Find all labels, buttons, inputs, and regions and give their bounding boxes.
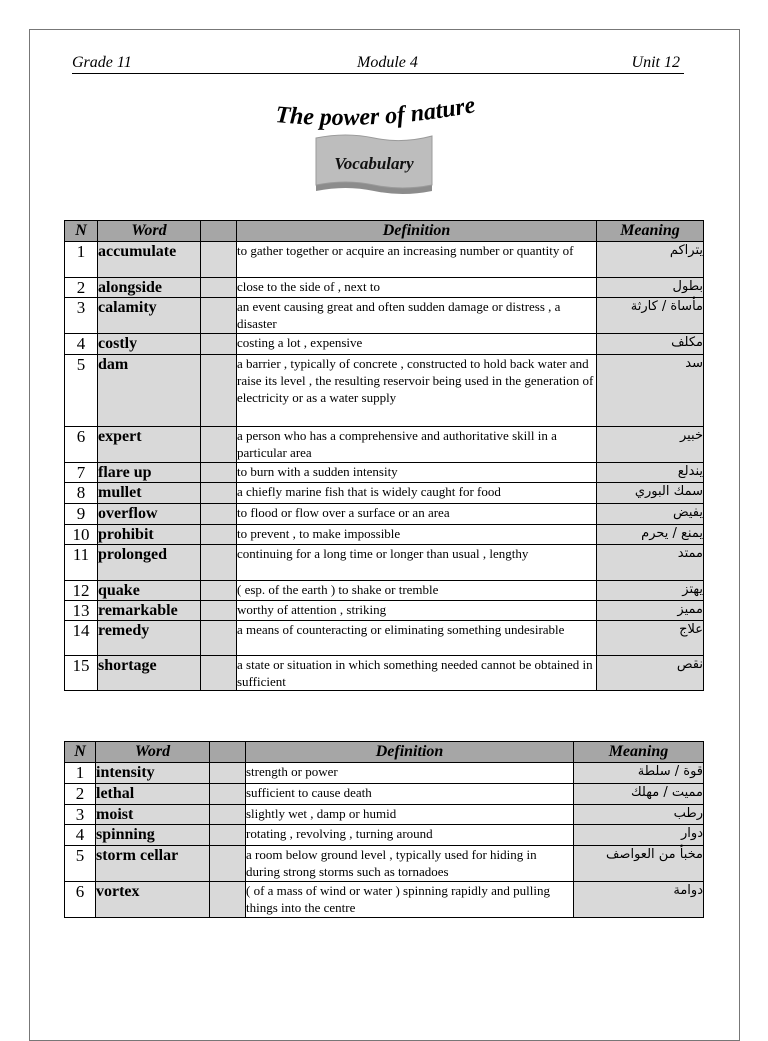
col-header-word: Word: [96, 742, 210, 763]
blank-cell: [201, 298, 237, 334]
vocab-word: prolonged: [98, 545, 201, 581]
table-row: [65, 242, 704, 278]
definition-text: to gather together or acquire an increasing number or quantity of: [237, 242, 597, 278]
blank-cell: [201, 621, 237, 656]
col-header-meaning: Meaning: [574, 742, 704, 763]
definition-text: to burn with a sudden intensity: [237, 463, 597, 483]
table-header-row: [65, 221, 704, 242]
arabic-meaning: مأساة / كارثة: [597, 298, 704, 334]
blank-cell: [201, 525, 237, 545]
vocab-word: moist: [96, 805, 210, 825]
table-row: [65, 805, 704, 825]
arabic-meaning: مكلف: [597, 334, 704, 355]
banner-label: Vocabulary: [334, 154, 414, 173]
table-header-row: [65, 742, 704, 763]
arabic-meaning: مخبأ من العواصف: [574, 846, 704, 882]
row-number: 13: [65, 601, 98, 621]
row-number: 1: [65, 763, 96, 784]
vocab-word: lethal: [96, 784, 210, 805]
vocab-word: expert: [98, 427, 201, 463]
row-number: 10: [65, 525, 98, 545]
arabic-meaning: سمك البوري: [597, 483, 704, 504]
definition-text: worthy of attention , striking: [237, 601, 597, 621]
col-header-blank: [201, 221, 237, 242]
col-header-meaning: Meaning: [597, 221, 704, 242]
definition-text: costing a lot , expensive: [237, 334, 597, 355]
table-row: [65, 463, 704, 483]
vocab-word: storm cellar: [96, 846, 210, 882]
row-number: 9: [65, 504, 98, 525]
blank-cell: [201, 334, 237, 355]
arabic-meaning: ممتد: [597, 545, 704, 581]
arabic-meaning: خبير: [597, 427, 704, 463]
table-row: [65, 355, 704, 427]
table-row: [65, 882, 704, 918]
definition-text: continuing for a long time or longer than usual , lengthy: [237, 545, 597, 581]
vocab-word: accumulate: [98, 242, 201, 278]
arabic-meaning: يفيض: [597, 504, 704, 525]
table-row: [65, 525, 704, 545]
arabic-meaning: بطول: [597, 278, 704, 298]
arabic-meaning: دوامة: [574, 882, 704, 918]
row-number: 11: [65, 545, 98, 581]
definition-text: close to the side of , next to: [237, 278, 597, 298]
row-number: 8: [65, 483, 98, 504]
blank-cell: [201, 278, 237, 298]
table-row: [65, 846, 704, 882]
table-row: [65, 483, 704, 504]
row-number: 14: [65, 621, 98, 656]
table-row: [65, 784, 704, 805]
blank-cell: [201, 504, 237, 525]
arabic-meaning: علاج: [597, 621, 704, 656]
row-number: 12: [65, 581, 98, 601]
arabic-meaning: قوة / سلطة: [574, 763, 704, 784]
arabic-meaning: يهتز: [597, 581, 704, 601]
table-row: [65, 298, 704, 334]
vocab-word: vortex: [96, 882, 210, 918]
row-number: 6: [65, 882, 96, 918]
row-number: 2: [65, 278, 98, 298]
row-number: 6: [65, 427, 98, 463]
table-row: [65, 278, 704, 298]
arabic-meaning: يندلع: [597, 463, 704, 483]
vocabulary-table-1: [64, 220, 704, 691]
definition-text: strength or power: [246, 763, 574, 784]
row-number: 7: [65, 463, 98, 483]
vocab-word: remedy: [98, 621, 201, 656]
definition-text: a means of counteracting or eliminating something undesirable: [237, 621, 597, 656]
row-number: 4: [65, 825, 96, 846]
table-row: [65, 601, 704, 621]
blank-cell: [201, 355, 237, 427]
vocab-word: mullet: [98, 483, 201, 504]
col-header-n: N: [65, 221, 98, 242]
definition-text: a room below ground level , typically used for hiding in during strong storms such as tornadoes: [246, 846, 574, 882]
blank-cell: [201, 545, 237, 581]
vocab-word: prohibit: [98, 525, 201, 545]
blank-cell: [201, 656, 237, 691]
arabic-meaning: يمنع / يحرم: [597, 525, 704, 545]
row-number: 15: [65, 656, 98, 691]
vocab-word: overflow: [98, 504, 201, 525]
vocab-word: spinning: [96, 825, 210, 846]
vocab-word: quake: [98, 581, 201, 601]
table-row: [65, 621, 704, 656]
blank-cell: [210, 763, 246, 784]
table-row: [65, 504, 704, 525]
col-header-definition: Definition: [237, 221, 597, 242]
col-header-blank: [210, 742, 246, 763]
blank-cell: [210, 882, 246, 918]
page-title-wordart: [255, 90, 515, 136]
row-number: 5: [65, 355, 98, 427]
definition-text: rotating , revolving , turning around: [246, 825, 574, 846]
vocab-word: calamity: [98, 298, 201, 334]
blank-cell: [210, 825, 246, 846]
page-header: [72, 53, 684, 74]
arabic-meaning: يتراكم: [597, 242, 704, 278]
definition-text: an event causing great and often sudden damage or distress , a disaster: [237, 298, 597, 334]
blank-cell: [201, 601, 237, 621]
blank-cell: [210, 784, 246, 805]
grade-label: Grade 11: [72, 54, 132, 71]
definition-text: to flood or flow over a surface or an area: [237, 504, 597, 525]
table-row: [65, 825, 704, 846]
row-number: 4: [65, 334, 98, 355]
blank-cell: [201, 483, 237, 504]
definition-text: a chiefly marine fish that is widely caught for food: [237, 483, 597, 504]
definition-text: a person who has a comprehensive and authoritative skill in a particular area: [237, 427, 597, 463]
page-title: The power of nature: [274, 92, 478, 131]
vocab-word: shortage: [98, 656, 201, 691]
arabic-meaning: رطب: [574, 805, 704, 825]
arabic-meaning: مميت / مهلك: [574, 784, 704, 805]
row-number: 5: [65, 846, 96, 882]
svg-text:The power of nature: [275, 92, 478, 131]
col-header-definition: Definition: [246, 742, 574, 763]
arabic-meaning: نقص: [597, 656, 704, 691]
table-row: [65, 581, 704, 601]
vocab-word: intensity: [96, 763, 210, 784]
row-number: 3: [65, 805, 96, 825]
table-row: [65, 763, 704, 784]
vocab-word: remarkable: [98, 601, 201, 621]
vocab-word: alongside: [98, 278, 201, 298]
table-row: [65, 545, 704, 581]
row-number: 3: [65, 298, 98, 334]
definition-text: to prevent , to make impossible: [237, 525, 597, 545]
vocabulary-banner: [312, 133, 436, 199]
blank-cell: [201, 242, 237, 278]
definition-text: ( esp. of the earth ) to shake or tremble: [237, 581, 597, 601]
unit-label: Unit 12: [631, 54, 680, 71]
definition-text: a barrier , typically of concrete , constructed to hold back water and raise its level , the resulting reservoir being used in the generation of electricity or as a water supply: [237, 355, 597, 427]
blank-cell: [210, 846, 246, 882]
vocab-word: dam: [98, 355, 201, 427]
definition-text: sufficient to cause death: [246, 784, 574, 805]
arabic-meaning: مميز: [597, 601, 704, 621]
arabic-meaning: دوار: [574, 825, 704, 846]
table-row: [65, 334, 704, 355]
blank-cell: [201, 581, 237, 601]
blank-cell: [201, 463, 237, 483]
table-row: [65, 656, 704, 691]
blank-cell: [201, 427, 237, 463]
table-row: [65, 427, 704, 463]
row-number: 1: [65, 242, 98, 278]
vocab-word: flare up: [98, 463, 201, 483]
col-header-word: Word: [98, 221, 201, 242]
definition-text: a state or situation in which something needed cannot be obtained in sufficient: [237, 656, 597, 691]
vocab-word: costly: [98, 334, 201, 355]
definition-text: ( of a mass of wind or water ) spinning rapidly and pulling things into the centre: [246, 882, 574, 918]
blank-cell: [210, 805, 246, 825]
definition-text: slightly wet , damp or humid: [246, 805, 574, 825]
col-header-n: N: [65, 742, 96, 763]
arabic-meaning: سد: [597, 355, 704, 427]
vocabulary-table-2: [64, 741, 704, 918]
module-label: Module 4: [357, 54, 418, 71]
row-number: 2: [65, 784, 96, 805]
